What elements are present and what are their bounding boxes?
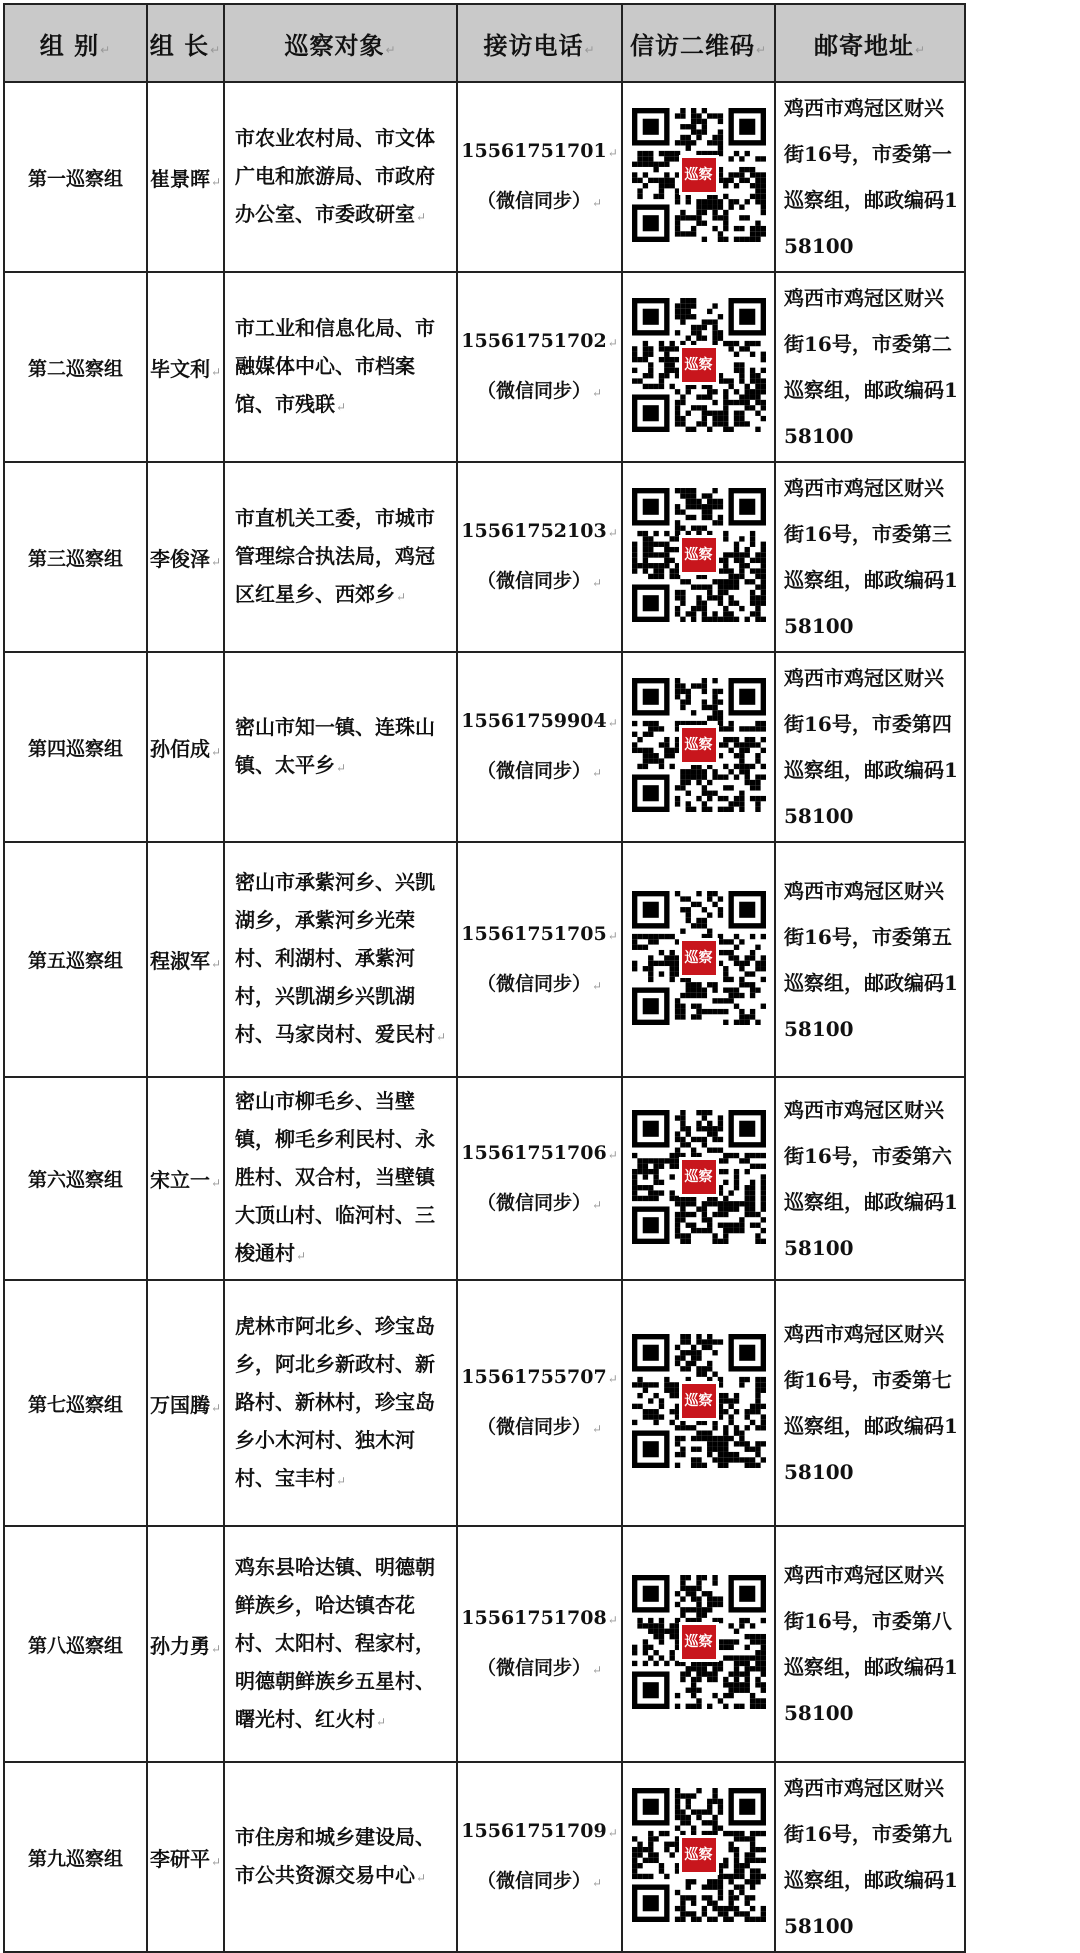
table-header-row [4,4,965,82]
address-cell: 鸡西市鸡冠区财兴街16号，市委第五巡察组，邮政编码158100 [775,842,965,1077]
leader-cell: 宋立一↵ [147,1077,224,1280]
qr-code-icon [632,1334,766,1468]
header-phone: 接访电话↵ [457,4,622,82]
phone-note: （微信同步）↵ [476,380,603,402]
qr-code-icon [632,108,766,242]
header-leader: 组 长↵ [147,4,224,82]
group-cell: 第九巡察组 [4,1762,147,1952]
qr-cell [622,1077,775,1280]
phone-number: 15561752103↵ [461,520,618,542]
phone-cell [457,1280,622,1526]
header-target: 巡察对象↵ [224,4,457,82]
table-row [4,462,965,652]
phone-note: （微信同步）↵ [476,570,603,592]
qr-logo: 巡察 [679,938,719,978]
qr-logo: 巡察 [679,1835,719,1875]
leader-cell: 程淑军↵ [147,842,224,1077]
phone-cell [457,1762,622,1952]
group-cell: 第五巡察组 [4,842,147,1077]
address-cell: 鸡西市鸡冠区财兴街16号，市委第八巡察组，邮政编码158100 [775,1526,965,1762]
target-cell: 密山市承紫河乡、兴凯湖乡，承紫河乡光荣村、利湖村、承紫河村，兴凯湖乡兴凯湖村、马家岗村、爱民村↵ [224,842,457,1077]
qr-code-icon [632,488,766,622]
phone-number: 15561751702↵ [461,330,618,352]
phone-note: （微信同步）↵ [476,760,603,782]
phone-note: （微信同步）↵ [476,190,603,212]
qr-cell [622,842,775,1077]
phone-note: （微信同步）↵ [476,1191,603,1214]
table-row [4,1526,965,1762]
leader-cell: 毕文利↵ [147,272,224,462]
qr-logo: 巡察 [679,345,719,385]
leader-cell: 李研平↵ [147,1762,224,1952]
qr-code-icon [632,1575,766,1709]
phone-cell [457,1526,622,1762]
target-cell: 市农业农村局、市文体广电和旅游局、市政府办公室、市委政研室↵ [224,82,457,272]
address-cell: 鸡西市鸡冠区财兴街16号，市委第六巡察组，邮政编码158100 [775,1077,965,1280]
phone-cell [457,652,622,842]
qr-logo: 巡察 [679,155,719,195]
qr-cell [622,1526,775,1762]
group-cell: 第二巡察组 [4,272,147,462]
target-cell: 市住房和城乡建设局、市公共资源交易中心↵ [224,1762,457,1952]
leader-cell: 孙力勇↵ [147,1526,224,1762]
phone-number: 15561759904↵ [461,710,618,732]
phone-cell [457,462,622,652]
address-cell: 鸡西市鸡冠区财兴街16号，市委第二巡察组，邮政编码158100 [775,272,965,462]
target-cell: 虎林市阿北乡、珍宝岛乡，阿北乡新政村、新路村、新林村，珍宝岛乡小木河村、独木河村、宝丰村↵ [224,1280,457,1526]
target-cell: 鸡东县哈达镇、明德朝鲜族乡，哈达镇杏花村、太阳村、程家村，明德朝鲜族乡五星村、曙光村、红火村↵ [224,1526,457,1762]
phone-number: 15561751701↵ [461,140,618,162]
address-cell: 鸡西市鸡冠区财兴街16号，市委第三巡察组，邮政编码158100 [775,462,965,652]
table-row [4,652,965,842]
table-row [4,1077,965,1280]
group-cell: 第一巡察组 [4,82,147,272]
qr-code-icon [632,1788,766,1922]
phone-number: 15561751706↵ [461,1141,618,1164]
inspection-table [3,3,966,1953]
qr-code-icon [632,678,766,812]
phone-note: （微信同步）↵ [476,1657,603,1679]
leader-cell: 李俊泽↵ [147,462,224,652]
phone-note: （微信同步）↵ [476,972,603,995]
group-cell: 第八巡察组 [4,1526,147,1762]
address-cell: 鸡西市鸡冠区财兴街16号，市委第一巡察组，邮政编码158100 [775,82,965,272]
header-address: 邮寄地址↵ [775,4,965,82]
address-cell: 鸡西市鸡冠区财兴街16号，市委第四巡察组，邮政编码158100 [775,652,965,842]
qr-logo: 巡察 [679,1157,719,1197]
qr-logo: 巡察 [679,1622,719,1662]
qr-cell [622,1762,775,1952]
target-cell: 密山市柳毛乡、当壁镇，柳毛乡利民村、永胜村、双合村，当壁镇大顶山村、临河村、三梭通村↵ [224,1077,457,1280]
table-row [4,1762,965,1952]
table-row [4,1280,965,1526]
phone-cell [457,272,622,462]
group-cell: 第四巡察组 [4,652,147,842]
group-cell: 第三巡察组 [4,462,147,652]
target-cell: 市工业和信息化局、市融媒体中心、市档案馆、市残联↵ [224,272,457,462]
phone-number: 15561751705↵ [461,922,618,945]
phone-number: 15561755707↵ [461,1366,618,1388]
qr-cell [622,462,775,652]
header-group: 组 别↵ [4,4,147,82]
leader-cell: 万国腾↵ [147,1280,224,1526]
address-cell: 鸡西市鸡冠区财兴街16号，市委第九巡察组，邮政编码158100 [775,1762,965,1952]
qr-logo: 巡察 [679,1381,719,1421]
qr-logo: 巡察 [679,535,719,575]
qr-cell [622,1280,775,1526]
group-cell: 第六巡察组 [4,1077,147,1280]
phone-cell [457,842,622,1077]
phone-cell [457,1077,622,1280]
qr-code-icon [632,1110,766,1244]
qr-cell [622,652,775,842]
qr-code-icon [632,891,766,1025]
target-cell: 密山市知一镇、连珠山镇、太平乡↵ [224,652,457,842]
leader-cell: 崔景晖↵ [147,82,224,272]
qr-logo: 巡察 [679,725,719,765]
phone-number: 15561751709↵ [461,1820,618,1842]
phone-number: 15561751708↵ [461,1607,618,1629]
qr-cell [622,272,775,462]
qr-code-icon [632,298,766,432]
qr-cell [622,82,775,272]
address-cell: 鸡西市鸡冠区财兴街16号，市委第七巡察组，邮政编码158100 [775,1280,965,1526]
phone-note: （微信同步）↵ [476,1416,603,1438]
table-row [4,272,965,462]
table-row [4,842,965,1077]
group-cell: 第七巡察组 [4,1280,147,1526]
leader-cell: 孙佰成↵ [147,652,224,842]
phone-note: （微信同步）↵ [476,1870,603,1892]
phone-cell [457,82,622,272]
table-row [4,82,965,272]
target-cell: 市直机关工委，市城市管理综合执法局，鸡冠区红星乡、西郊乡↵ [224,462,457,652]
header-qr: 信访二维码↵ [622,4,775,82]
